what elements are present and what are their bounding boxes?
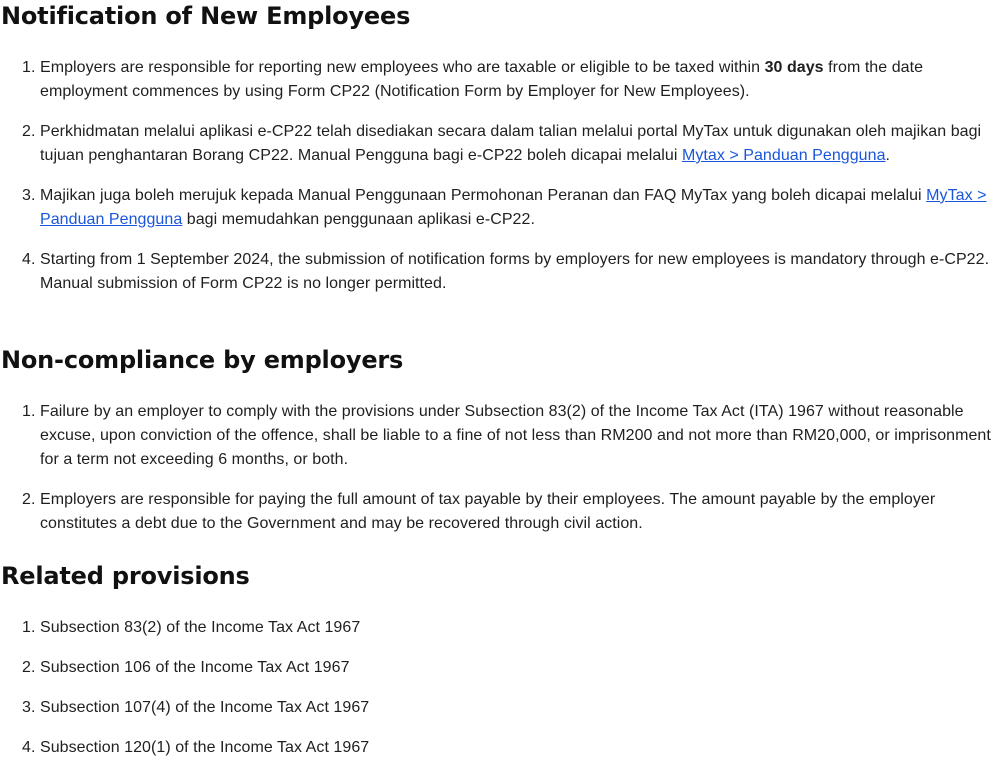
list-item-text: Majikan juga boleh merujuk kepada Manual Penggunaan Permohonan Peranan dan FAQ MyTax yang boleh dicapai melalui (40, 187, 927, 204)
section-heading-new-employees: Notification of New Employees (1, 2, 411, 30)
mytax-user-guide-link-2[interactable]: MyTax > Panduan Pengguna (40, 187, 987, 228)
list-item-text: Subsection 120(1) of the Income Tax Act 1967 (40, 739, 370, 756)
list-item (40, 120, 997, 168)
list-item-text: Perkhidmatan melalui aplikasi e-CP22 telah disediakan secara dalam talian melalui portal MyTax untuk digunakan oleh majikan bagi tujuan penghantaran Borang CP22. Manual Pengguna bagi e-CP22 boleh dicapai melalui (40, 123, 982, 164)
list-item (40, 696, 997, 720)
list-item (40, 248, 997, 296)
list-item-text: Subsection 83(2) of the Income Tax Act 1967 (40, 619, 361, 636)
list-item-text: Employers are responsible for paying the full amount of tax payable by their employees. The amount payable by the employer constitutes a debt due to the Government and may be recovered through civil action. (40, 491, 936, 532)
list-item-text: Failure by an employer to comply with the provisions under Subsection 83(2) of the Income Tax Act (ITA) 1967 without reasonable excuse, upon conviction of the offence, shall be liable to a fine of not less than RM200 and not more than RM20,000, or imprisonment for a term not exceeding 6 months, or both. (40, 403, 991, 468)
list-item-text: Starting from 1 September 2024, the submission of notification forms by employers for new employees is mandatory through e-CP22. Manual submission of Form CP22 is no longer permitted. (40, 251, 990, 292)
list-item (40, 184, 997, 232)
section-heading-non-compliance: Non-compliance by employers (1, 346, 404, 374)
list-item (40, 616, 997, 640)
non-compliance-list (0, 400, 997, 552)
list-item-text: . (885, 147, 891, 164)
list-item (40, 400, 997, 472)
deadline-emphasis: 30 days (764, 59, 824, 76)
list-item (40, 656, 997, 680)
list-item-text: Subsection 106 of the Income Tax Act 1967 (40, 659, 350, 676)
list-item (40, 488, 997, 536)
list-item-text: Subsection 107(4) of the Income Tax Act 1967 (40, 699, 370, 716)
list-item-text: Employers are responsible for reporting new employees who are taxable or eligible to be taxed within (40, 59, 765, 76)
new-employees-list (0, 56, 997, 312)
list-item (40, 56, 997, 104)
list-item-text: bagi memudahkan penggunaan aplikasi e-CP22. (182, 211, 535, 228)
list-item (40, 736, 997, 760)
related-provisions-list (0, 616, 997, 776)
section-heading-related-provisions: Related provisions (1, 562, 250, 590)
mytax-user-guide-link[interactable]: Mytax > Panduan Pengguna (681, 147, 886, 164)
list-item-text: from the date employment commences by using Form CP22 (Notification Form by Employer for New Employees). (40, 59, 924, 100)
